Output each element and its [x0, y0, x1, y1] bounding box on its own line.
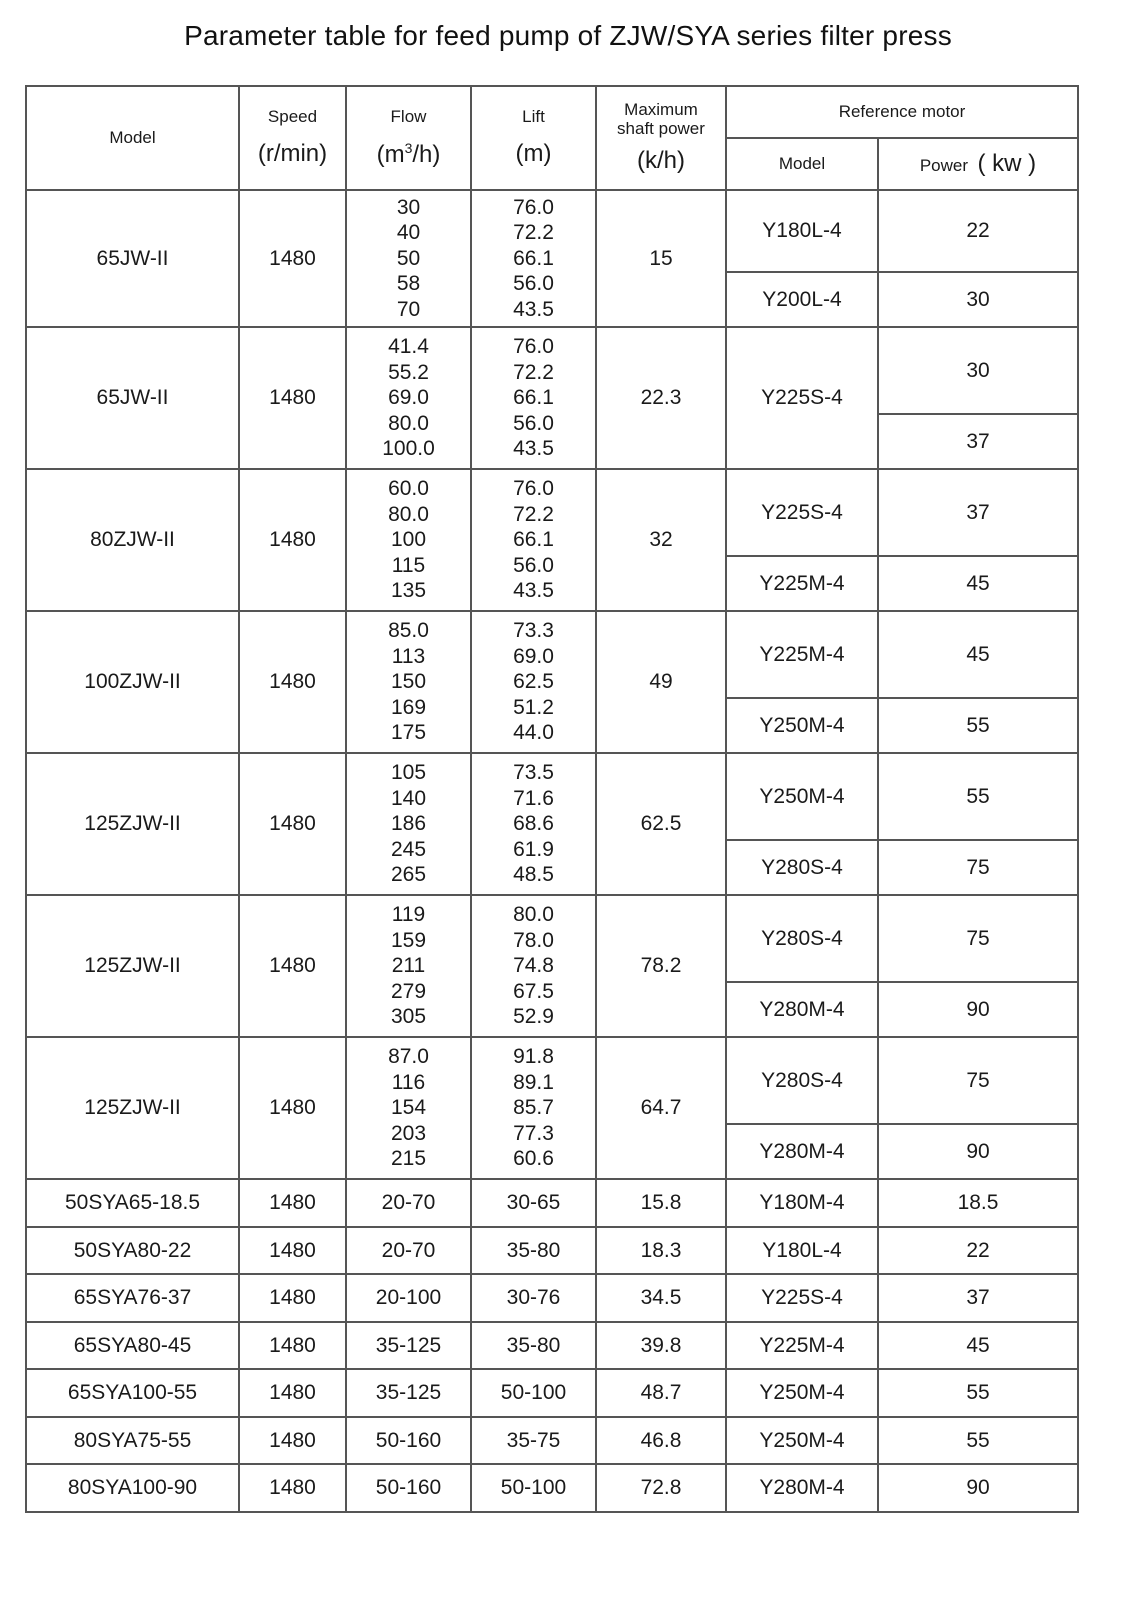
lift-values [472, 195, 595, 323]
lift-value: 80.0 [513, 903, 554, 927]
flow-value: 58 [396, 272, 421, 296]
motor-model: Y250M-4 [726, 698, 878, 753]
flow-value: 115 [391, 553, 426, 577]
pump-lift-list [471, 190, 596, 327]
sya-lift: 30-65 [471, 1179, 596, 1227]
sya-motor-model: Y280M-4 [726, 1464, 878, 1512]
flow-value: 70 [396, 297, 421, 321]
lift-value: 66.1 [513, 528, 554, 552]
zjw-group-row [26, 611, 1078, 698]
lift-value: 74.8 [513, 954, 554, 978]
sya-power: 18.3 [596, 1227, 726, 1275]
sya-motor-power: 18.5 [878, 1179, 1078, 1227]
sya-speed: 1480 [239, 1464, 346, 1512]
lift-value: 76.0 [513, 335, 554, 359]
lift-value: 72.2 [513, 360, 554, 384]
sya-power: 48.7 [596, 1369, 726, 1417]
lift-value: 66.1 [513, 246, 554, 270]
pump-model: 80ZJW-II [26, 469, 239, 611]
lift-value: 56.0 [513, 272, 554, 296]
pump-speed: 1480 [239, 469, 346, 611]
sya-model: 65SYA76-37 [26, 1274, 239, 1322]
header-max-power: Maximum shaft power (k/h) [596, 86, 726, 190]
pump-model: 125ZJW-II [26, 895, 239, 1037]
sya-model: 50SYA80-22 [26, 1227, 239, 1275]
motor-power: 37 [878, 414, 1078, 469]
header-lift: Lift (m) [471, 86, 596, 190]
lift-values [472, 476, 595, 604]
lift-value: 72.2 [513, 221, 554, 245]
sya-motor-power: 90 [878, 1464, 1078, 1512]
sya-flow: 50-160 [346, 1464, 471, 1512]
pump-flow-list [346, 190, 471, 327]
motor-power: 45 [878, 611, 1078, 698]
pump-speed: 1480 [239, 895, 346, 1037]
sya-motor-model: Y250M-4 [726, 1417, 878, 1465]
motor-model: Y225S-4 [726, 327, 878, 469]
motor-model: Y225S-4 [726, 469, 878, 556]
sya-lift: 35-80 [471, 1227, 596, 1275]
motor-power: 90 [878, 1124, 1078, 1179]
flow-value: 69.0 [388, 386, 429, 410]
sya-lift: 50-100 [471, 1464, 596, 1512]
flow-values [347, 618, 470, 746]
lift-values [472, 1044, 595, 1172]
header-motor-model: Model [726, 138, 878, 190]
sya-speed: 1480 [239, 1322, 346, 1370]
lift-value: 76.0 [513, 195, 554, 219]
lift-value: 78.0 [513, 928, 554, 952]
motor-model: Y200L-4 [726, 272, 878, 327]
lift-value: 76.0 [513, 477, 554, 501]
pump-max-power: 62.5 [596, 753, 726, 895]
pump-flow-list [346, 327, 471, 469]
motor-model: Y280S-4 [726, 840, 878, 895]
pump-flow-list [346, 611, 471, 753]
lift-values [472, 618, 595, 746]
flow-value: 87.0 [388, 1045, 429, 1069]
flow-value: 159 [390, 928, 427, 952]
sya-speed: 1480 [239, 1227, 346, 1275]
motor-power: 55 [878, 753, 1078, 840]
motor-power: 22 [878, 190, 1078, 272]
lift-value: 67.5 [513, 979, 554, 1003]
sya-power: 39.8 [596, 1322, 726, 1370]
sya-flow: 20-100 [346, 1274, 471, 1322]
flow-values [347, 760, 470, 888]
flow-value: 211 [391, 954, 426, 978]
lift-value: 62.5 [513, 670, 554, 694]
sya-power: 72.8 [596, 1464, 726, 1512]
pump-flow-list [346, 895, 471, 1037]
motor-model: Y250M-4 [726, 753, 878, 840]
pump-model: 125ZJW-II [26, 1037, 239, 1179]
sya-motor-model: Y180M-4 [726, 1179, 878, 1227]
zjw-group-row [26, 753, 1078, 840]
pump-speed: 1480 [239, 753, 346, 895]
lift-value: 56.0 [513, 411, 554, 435]
motor-model: Y280M-4 [726, 982, 878, 1037]
sya-row [26, 1274, 1078, 1322]
pump-speed: 1480 [239, 611, 346, 753]
sya-motor-power: 55 [878, 1417, 1078, 1465]
sya-speed: 1480 [239, 1369, 346, 1417]
motor-model: Y225M-4 [726, 611, 878, 698]
sya-motor-power: 37 [878, 1274, 1078, 1322]
sya-row [26, 1179, 1078, 1227]
flow-value: 245 [390, 837, 427, 861]
lift-value: 51.2 [513, 695, 554, 719]
flow-value: 140 [390, 786, 427, 810]
flow-value: 279 [390, 979, 427, 1003]
pump-max-power: 15 [596, 190, 726, 327]
parameter-table [25, 85, 1079, 1513]
lift-value: 73.5 [513, 761, 554, 785]
motor-power: 75 [878, 840, 1078, 895]
pump-lift-list [471, 469, 596, 611]
sya-speed: 1480 [239, 1179, 346, 1227]
flow-value: 135 [390, 579, 427, 603]
zjw-group-row [26, 469, 1078, 556]
sya-row [26, 1417, 1078, 1465]
flow-value: 40 [396, 221, 421, 245]
flow-value: 85.0 [388, 619, 429, 643]
flow-value: 100.0 [382, 437, 435, 461]
flow-value: 55.2 [388, 360, 429, 384]
lift-value: 91.8 [513, 1045, 554, 1069]
flow-value: 41.4 [388, 335, 429, 359]
sya-model: 80SYA75-55 [26, 1417, 239, 1465]
lift-value: 69.0 [513, 644, 554, 668]
flow-value: 100 [390, 528, 427, 552]
flow-value: 30 [396, 195, 421, 219]
flow-value: 113 [391, 644, 426, 668]
header-row-1 [26, 86, 1078, 138]
zjw-group-row [26, 327, 1078, 414]
sya-model: 50SYA65-18.5 [26, 1179, 239, 1227]
flow-value: 169 [390, 695, 427, 719]
lift-value: 77.3 [513, 1121, 554, 1145]
pump-max-power: 78.2 [596, 895, 726, 1037]
pump-model: 125ZJW-II [26, 753, 239, 895]
flow-value: 105 [390, 761, 427, 785]
lift-value: 85.7 [513, 1096, 554, 1120]
header-motor-power: Power ( kw ) [878, 138, 1078, 190]
motor-model: Y225M-4 [726, 556, 878, 611]
page-title: Parameter table for feed pump of ZJW/SYA series filter press [184, 20, 952, 51]
lift-value: 73.3 [513, 619, 554, 643]
pump-max-power: 64.7 [596, 1037, 726, 1179]
pump-speed: 1480 [239, 1037, 346, 1179]
lift-values [472, 760, 595, 888]
motor-model: Y280M-4 [726, 1124, 878, 1179]
sya-lift: 35-75 [471, 1417, 596, 1465]
pump-lift-list [471, 327, 596, 469]
flow-value: 175 [390, 721, 427, 745]
sya-flow: 20-70 [346, 1179, 471, 1227]
lift-values [472, 334, 595, 462]
sya-motor-model: Y250M-4 [726, 1369, 878, 1417]
flow-values [347, 334, 470, 462]
pump-lift-list [471, 753, 596, 895]
flow-value: 215 [390, 1147, 427, 1171]
flow-values [347, 195, 470, 323]
pump-lift-list [471, 895, 596, 1037]
flow-value: 80.0 [388, 502, 429, 526]
zjw-group-row [26, 190, 1078, 272]
pump-model: 65JW-II [26, 327, 239, 469]
flow-value: 150 [390, 670, 427, 694]
sya-motor-model: Y225S-4 [726, 1274, 878, 1322]
sya-flow: 35-125 [346, 1322, 471, 1370]
sya-row [26, 1369, 1078, 1417]
lift-value: 44.0 [513, 721, 554, 745]
flow-values [347, 902, 470, 1030]
sya-power: 34.5 [596, 1274, 726, 1322]
flow-value: 116 [391, 1070, 426, 1094]
lift-value: 43.5 [513, 579, 554, 603]
flow-value: 80.0 [388, 411, 429, 435]
motor-power: 90 [878, 982, 1078, 1037]
flow-value: 119 [391, 903, 426, 927]
sya-power: 15.8 [596, 1179, 726, 1227]
lift-value: 68.6 [513, 812, 554, 836]
sya-speed: 1480 [239, 1274, 346, 1322]
pump-flow-list [346, 753, 471, 895]
lift-value: 61.9 [513, 837, 554, 861]
lift-value: 43.5 [513, 297, 554, 321]
pump-max-power: 22.3 [596, 327, 726, 469]
pump-speed: 1480 [239, 327, 346, 469]
pump-max-power: 49 [596, 611, 726, 753]
lift-value: 56.0 [513, 553, 554, 577]
lift-value: 66.1 [513, 386, 554, 410]
flow-values [347, 1044, 470, 1172]
flow-value: 50 [396, 246, 421, 270]
pump-lift-list [471, 611, 596, 753]
sya-lift: 35-80 [471, 1322, 596, 1370]
sya-motor-power: 22 [878, 1227, 1078, 1275]
sya-motor-power: 45 [878, 1322, 1078, 1370]
sya-row [26, 1464, 1078, 1512]
motor-model: Y180L-4 [726, 190, 878, 272]
sya-lift: 50-100 [471, 1369, 596, 1417]
pump-model: 100ZJW-II [26, 611, 239, 753]
lift-value: 43.5 [513, 437, 554, 461]
sya-model: 65SYA80-45 [26, 1322, 239, 1370]
zjw-group-row [26, 895, 1078, 982]
header-reference-motor: Reference motor [726, 86, 1078, 138]
sya-flow: 35-125 [346, 1369, 471, 1417]
pump-flow-list [346, 1037, 471, 1179]
lift-value: 60.6 [513, 1147, 554, 1171]
sya-motor-power: 55 [878, 1369, 1078, 1417]
motor-power: 75 [878, 895, 1078, 982]
flow-value: 60.0 [388, 477, 429, 501]
lift-value: 52.9 [513, 1005, 554, 1029]
lift-value: 71.6 [513, 786, 554, 810]
motor-model: Y280S-4 [726, 1037, 878, 1124]
header-flow: Flow $(m^3/h)$ [346, 86, 471, 190]
sya-motor-model: Y225M-4 [726, 1322, 878, 1370]
pump-speed: 1480 [239, 190, 346, 327]
lift-value: 89.1 [513, 1070, 554, 1094]
sya-lift: 30-76 [471, 1274, 596, 1322]
flow-values [347, 476, 470, 604]
flow-value: 154 [390, 1096, 427, 1120]
sya-speed: 1480 [239, 1417, 346, 1465]
pump-lift-list [471, 1037, 596, 1179]
sya-row [26, 1322, 1078, 1370]
sya-power: 46.8 [596, 1417, 726, 1465]
pump-max-power: 32 [596, 469, 726, 611]
lift-value: 72.2 [513, 502, 554, 526]
motor-model: Y280S-4 [726, 895, 878, 982]
sya-motor-model: Y180L-4 [726, 1227, 878, 1275]
motor-power: 37 [878, 469, 1078, 556]
lift-values [472, 902, 595, 1030]
sya-model: 80SYA100-90 [26, 1464, 239, 1512]
motor-power: 45 [878, 556, 1078, 611]
flow-value: 186 [390, 812, 427, 836]
sya-row [26, 1227, 1078, 1275]
motor-power: 55 [878, 698, 1078, 753]
header-model: Model [26, 86, 239, 190]
zjw-group-row [26, 1037, 1078, 1124]
motor-power: 30 [878, 272, 1078, 327]
flow-value: 265 [390, 863, 427, 887]
lift-value: 48.5 [513, 863, 554, 887]
pump-model: 65JW-II [26, 190, 239, 327]
pump-flow-list [346, 469, 471, 611]
motor-power: 30 [878, 327, 1078, 414]
flow-value: 203 [390, 1121, 427, 1145]
sya-flow: 20-70 [346, 1227, 471, 1275]
sya-flow: 50-160 [346, 1417, 471, 1465]
flow-value: 305 [390, 1005, 427, 1029]
sya-model: 65SYA100-55 [26, 1369, 239, 1417]
header-speed: Speed (r/min) [239, 86, 346, 190]
motor-power: 75 [878, 1037, 1078, 1124]
